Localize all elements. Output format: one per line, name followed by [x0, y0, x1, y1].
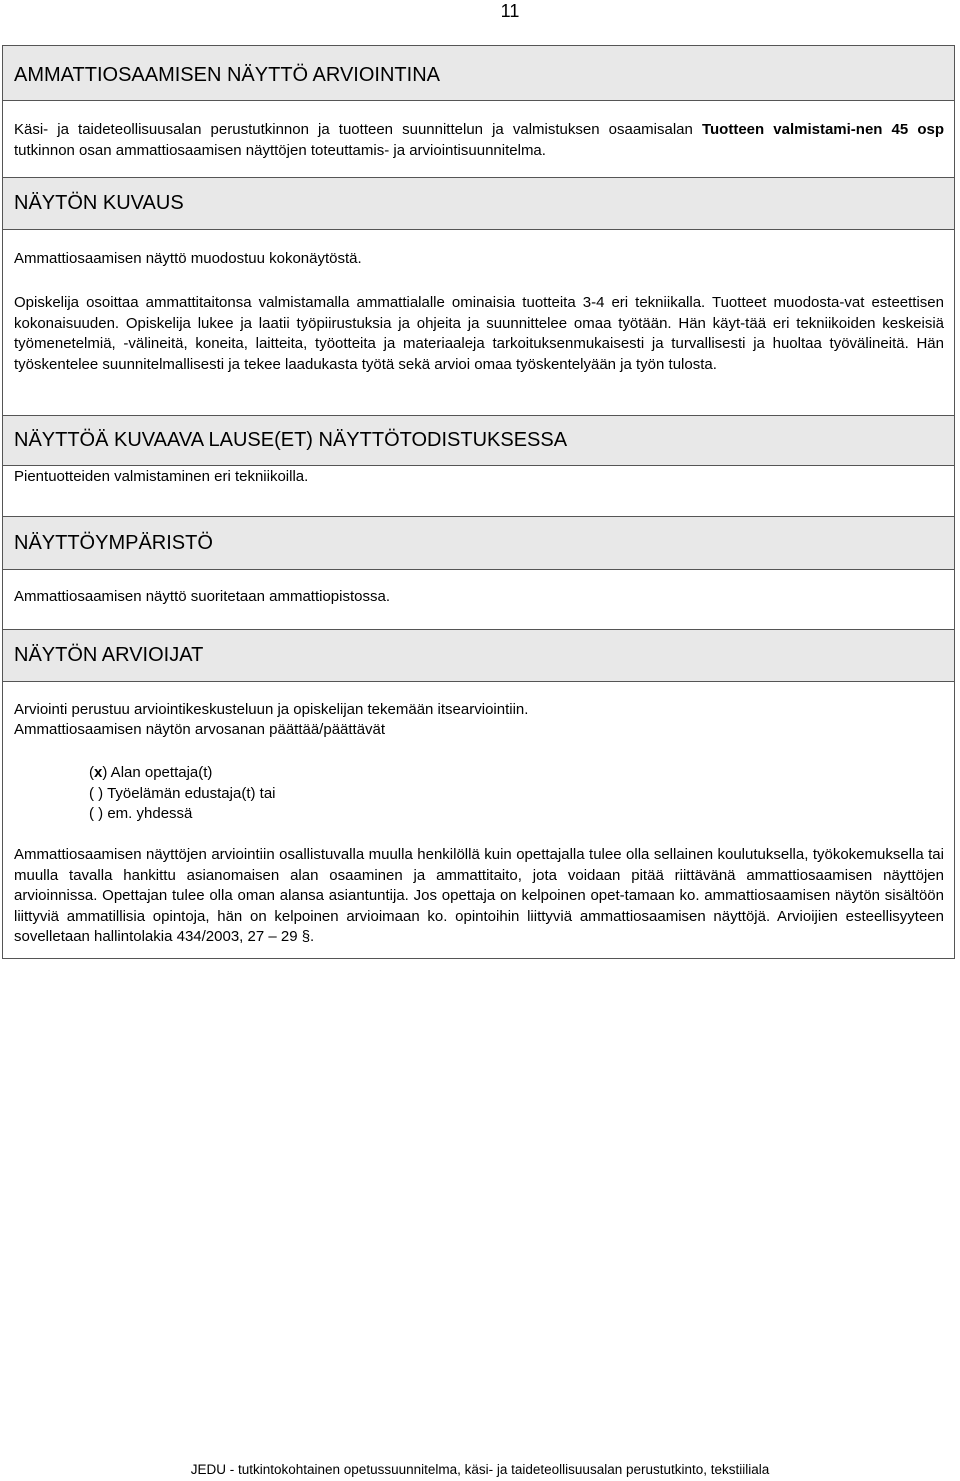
assessors-line: Arviointi perustuu arviointikeskusteluun ja opiskelijan tekemään itsearviointiin.: [14, 701, 529, 718]
environment-text: Ammattiosaamisen näyttö suoritetaan ammattiopistossa.: [14, 588, 391, 605]
description-paragraph: Opiskelija osoittaa ammattitaitonsa valmistamalla ammattialalle ominaisia tuotteita 3-4 eri tekniikalla. Tuotteet muodosta-vat esteettisen kokonaisuuden. Opiskelija lukee ja laatii työpiirustuksia ja ohjeita ja suunnittelee omaa työtään. Hän käyt-tää eri tekniikoiden keskeisiä työmenetelmiä, -välineitä, koneita, laitteita, työotteita ja materiaaleja tarkoituksenmukaisesti ja turvallisesti ja huoltaa työvälineitä. Hän työskentelee suunnitelmallisesti ja tekee laadukasta työtä sekä arvioi omaa työskentelyään ja työn tulosta.: [14, 294, 944, 373]
page-number: 11: [500, 1, 520, 21]
assessor-option-teacher: (x) Alan opettaja(t): [89, 764, 213, 781]
intro-text-part1: Käsi- ja taideteollisuusalan perustutkinnon ja tuotteen suunnittelun ja valmistuksen osaamisalan: [14, 121, 702, 138]
assessor-option-together: ( ) em. yhdessä: [89, 805, 193, 822]
certificate-title: NÄYTTÖÄ KUVAAVA LAUSE(ET) NÄYTTÖTODISTUKSESSA: [14, 429, 568, 451]
option-checkmark: x: [94, 764, 103, 781]
intro-bold-text: Tuotteen valmistami-nen 45 osp: [701, 121, 944, 138]
assessors-line: Ammattiosaamisen näytön arvosanan päättää/päättävät: [14, 721, 386, 738]
environment-title: NÄYTTÖYMPÄRISTÖ: [14, 532, 213, 554]
certificate-text: Pientuotteiden valmistaminen eri tekniikoilla.: [14, 468, 309, 485]
assessors-paragraph: Ammattiosaamisen näyttöjen arviointiin osallistuvalla muulla henkilöllä kuin opettajalla tulee olla sellainen koulutuksella, työkokemuksella tai muulla tavalla hankittu asianomaisen alan osaaminen ja ammattitaito, jota voidaan pitää riittävänä ammattiosaamisen näyttöjen arvioinnissa. Opettajan tulee olla oman alansa asiantuntija. Jos opettaja on kelpoinen opet-tamaan ko. ammattiosaamisen näytön sisältöön liittyviä ammatillisia opintoja, hän on kelpoinen arvioimaan ko. opintoihin liittyviä ammattiosaamisen näyttöjä. Arvioijien esteellisyyteen sovelletaan hallintolakia 434/2003, 27 – 29 §.: [14, 846, 944, 945]
assessment-plan-frame: [2, 45, 955, 959]
assessors-title: NÄYTÖN ARVIOIJAT: [14, 644, 204, 666]
description-title: NÄYTÖN KUVAUS: [14, 192, 184, 214]
page-footer: JEDU - tutkintokohtainen opetussuunnitelma, käsi- ja taideteollisuusalan perustutkinto, tekstiiliala: [190, 1462, 770, 1477]
description-line: Ammattiosaamisen näyttö muodostuu kokonäytöstä.: [14, 250, 362, 267]
intro-text-part2: tutkinnon osan ammattiosaamisen näyttöjen toteuttamis- ja arviointisuunnitelma.: [14, 141, 546, 159]
assessment-title: AMMATTIOSAAMISEN NÄYTTÖ ARVIOINTINA: [14, 64, 440, 86]
assessment-intro: [14, 120, 944, 161]
assessor-option-working-life: ( ) Työelämän edustaja(t) tai: [89, 785, 276, 802]
